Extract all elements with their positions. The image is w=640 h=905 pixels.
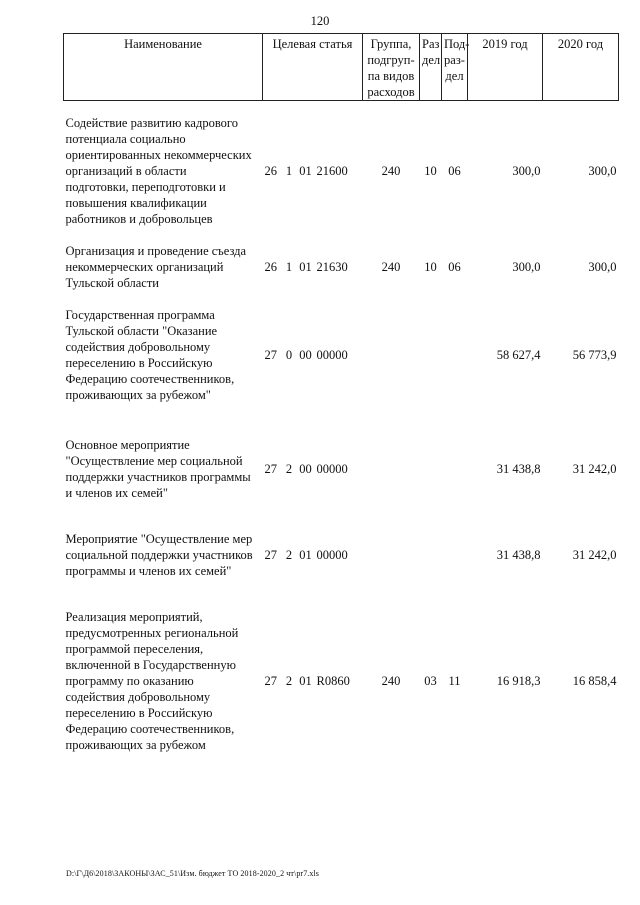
header-target-article: Целевая статья [263, 34, 363, 101]
row-amount-2019: 31 438,8 [496, 462, 541, 476]
row-amount-2020: 300,0 [588, 164, 617, 178]
table-row [64, 531, 619, 579]
row-amount-2020: 16 858,4 [572, 674, 617, 688]
row-amount-2019: 58 627,4 [496, 348, 541, 362]
table-row [64, 609, 619, 753]
row-target-article: 27 2 00 00000 [264, 462, 348, 476]
row-spacer [64, 501, 619, 531]
row-expense-group: 240 [381, 260, 401, 274]
row-target-article: 27 0 00 00000 [264, 348, 348, 362]
row-spacer [64, 291, 619, 307]
row-section [420, 531, 442, 579]
row-subsection [442, 437, 468, 501]
table-row [64, 243, 619, 291]
row-target-article: 27 2 01 R0860 [264, 674, 350, 688]
row-spacer [64, 579, 619, 609]
header-section: Раз дел [420, 34, 442, 101]
table-row [64, 307, 619, 403]
row-section [420, 437, 442, 501]
row-amount-2020: 31 242,0 [572, 548, 617, 562]
row-amount-2019: 16 918,3 [496, 674, 541, 688]
header-year-2019: 2019 год [468, 34, 543, 101]
row-name: Государственная программа Тульской области "Оказание содействия добровольному переселению в Российскую Федерацию соотечественников, проживающих за рубежом" [65, 308, 235, 402]
row-expense-group [363, 437, 420, 501]
row-spacer [64, 227, 619, 243]
page-number: 120 [310, 14, 330, 28]
row-amount-2020: 31 242,0 [572, 462, 617, 476]
row-expense-group [363, 531, 420, 579]
row-spacer [64, 101, 619, 116]
row-amount-2020: 300,0 [588, 260, 617, 274]
row-section [420, 307, 442, 403]
row-subsection: 06 [448, 164, 461, 178]
table-row [64, 437, 619, 501]
header-name: Наименование [64, 34, 263, 101]
row-section: 10 [424, 260, 437, 274]
table-header-row [64, 34, 619, 101]
row-expense-group: 240 [381, 674, 401, 688]
row-subsection: 06 [448, 260, 461, 274]
budget-table [63, 33, 619, 753]
table-row [64, 115, 619, 227]
row-amount-2019: 300,0 [512, 164, 541, 178]
row-name: Мероприятие "Осуществление мер социальной поддержки участников программы и членов их семей" [65, 532, 253, 578]
row-name: Основное мероприятие "Осуществление мер социальной поддержки участников программы и членов их семей" [65, 438, 251, 500]
header-expense-group: Группа, подгруп- па видов расходов [363, 34, 420, 101]
row-name: Реализация мероприятий, предусмотренных региональной программой переселения, включенной в Государственную программу по оказанию содействия добровольному переселению в Российскую Федерацию соотечественников, проживающих за рубежом [65, 610, 239, 752]
row-section: 03 [424, 674, 437, 688]
row-expense-group [363, 307, 420, 403]
table-body [64, 101, 619, 754]
row-subsection: 11 [448, 674, 461, 688]
file-path-footer: D:\Г\Д6\2018\ЗАКОНЫ\ЗАС_51\Изм. бюджет ТО 2018-2020_2 чт\pr7.xls [66, 869, 320, 878]
row-target-article: 26 1 01 21600 [264, 164, 348, 178]
row-section: 10 [424, 164, 437, 178]
row-amount-2019: 300,0 [512, 260, 541, 274]
row-spacer [64, 403, 619, 437]
row-target-article: 27 2 01 00000 [264, 548, 348, 562]
row-subsection [442, 307, 468, 403]
row-name: Содействие развитию кадрового потенциала социально ориентированных некоммерческих организаций в области подготовки, переподготовки и повышения квалификации работников и добровольцев [65, 116, 252, 226]
row-amount-2019: 31 438,8 [496, 548, 541, 562]
header-subsection: Под- раз- дел [442, 34, 468, 101]
row-name: Организация и проведение съезда некоммерческих организаций Тульской области [65, 244, 247, 290]
row-target-article: 26 1 01 21630 [264, 260, 348, 274]
row-subsection [442, 531, 468, 579]
row-amount-2020: 56 773,9 [572, 348, 617, 362]
header-year-2020: 2020 год [543, 34, 619, 101]
row-expense-group: 240 [381, 164, 401, 178]
